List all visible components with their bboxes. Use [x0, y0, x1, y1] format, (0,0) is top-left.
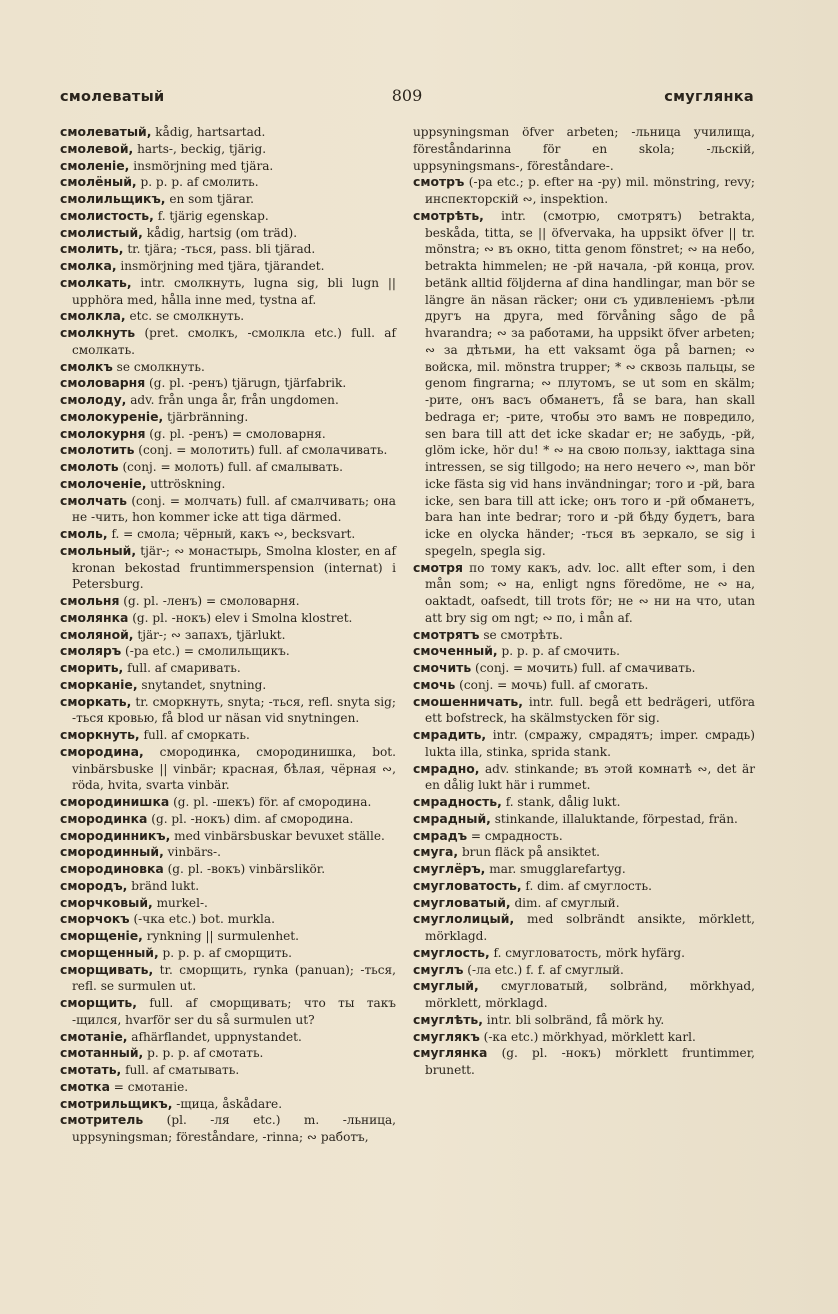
entry-headword: смолкать, [60, 274, 132, 290]
entry-headword: смоченный, [413, 643, 498, 659]
entry-definition: uttröskning. [146, 476, 226, 491]
dictionary-entry [60, 476, 396, 493]
entry-headword: смотритель [60, 1112, 144, 1128]
entry-definition: (conj. = мочь) full. af смогать. [455, 677, 649, 692]
entry-headword: смугловатость, [413, 877, 522, 893]
entry-definition: (g. pl. -нокъ) dim. af смородина. [147, 811, 354, 826]
dictionary-entry [413, 895, 755, 912]
entry-definition: brun fläck på ansiktet. [458, 845, 601, 860]
entry-headword: сморщивать, [60, 961, 154, 977]
entry-headword: сморкнуть, [60, 727, 140, 742]
entry-definition: tjär-; ∾ запахъ, tjärlukt. [133, 627, 286, 642]
entry-definition: se смотрѣть. [479, 627, 563, 642]
entry-headword: сморкать, [60, 693, 132, 709]
entry-definition: vinbärs-. [163, 845, 221, 860]
dictionary-entry [60, 459, 396, 476]
entry-headword: смолильщикъ, [60, 191, 166, 206]
dictionary-entry [60, 325, 396, 359]
entry-definition: (g. pl. -нокъ) elev i Smolna klostret. [128, 610, 353, 625]
dictionary-entry [413, 811, 755, 828]
entry-headword: смошенничать, [413, 693, 523, 709]
entry-headword: смотрѣть, [413, 207, 484, 223]
dictionary-entry [413, 694, 755, 728]
entry-headword: смородъ, [60, 877, 128, 893]
entry-headword: смородинка [60, 810, 148, 826]
entry-headword: смородинный, [60, 844, 164, 860]
entry-definition: (g. pl. -шекъ) för. af смородина. [169, 795, 372, 809]
entry-definition: смородинка, смородинишка, bot. vinbärsbuske || vinbär; красная, бѣлая, чёрная ∾, röda, hvita, svarta vinbär. [72, 744, 396, 793]
entry-headword: сморчокъ [60, 911, 130, 927]
entry-headword: смоленіе, [60, 157, 130, 173]
entry-headword: смрадный, [413, 810, 491, 826]
entry-definition: harts-, beckig, tjärig. [133, 141, 267, 156]
entry-definition: kådig, hartsig (om träd). [142, 225, 298, 240]
entry-definition: (g. pl. -вокъ) vinbärslikör. [163, 862, 326, 876]
dictionary-entry [60, 844, 396, 861]
dictionary-entry [60, 677, 396, 694]
dictionary-entry [413, 761, 755, 795]
dictionary-entry [60, 995, 396, 1029]
entry-definition: (g. pl. -нокъ) mörklett fruntimmer, brunett. [425, 1046, 755, 1077]
entry-headword: смолка, [60, 258, 117, 273]
entry-definition: (g. pl. -ренъ) = смоловарня. [145, 426, 326, 441]
entry-headword: смоляной, [60, 626, 134, 642]
entry-definition: (conj. = молотить) full. af смолачивать. [134, 443, 388, 458]
dictionary-entry [413, 828, 755, 845]
dictionary-entry [413, 174, 755, 208]
dictionary-entry [60, 275, 396, 309]
dictionary-entry [60, 727, 396, 744]
entry-headword: смотръ [413, 174, 465, 190]
entry-headword: сморщенный, [60, 944, 159, 960]
dictionary-entry [60, 543, 396, 593]
dictionary-entry [60, 308, 396, 325]
page-header [60, 86, 754, 110]
dictionary-entry [413, 627, 755, 644]
dictionary-entry [60, 911, 396, 928]
entry-headword: смоль, [60, 526, 108, 541]
dictionary-entry [413, 1045, 755, 1079]
entry-definition: p. p. p. af смотать. [143, 1046, 264, 1061]
entry-definition: (pl. -ля etc.) m. -льница, uppsyningsman; föreståndare, -rinna; ∾ работъ, [72, 1113, 396, 1144]
entry-headword: смолить, [60, 241, 124, 257]
entry-definition: intr. (смражу, смрадятъ; imper. смрадь) lukta illa, stinka, sprida stank. [425, 728, 755, 759]
entry-headword: смольня [60, 593, 120, 608]
entry-headword: сморщить, [60, 995, 137, 1010]
dictionary-entry [413, 727, 755, 761]
entry-definition: p. p. p. af смолить. [136, 175, 259, 190]
dictionary-entry [60, 878, 396, 895]
dictionary-entry [60, 828, 396, 845]
entry-headword: смуглякъ [413, 1028, 480, 1044]
entry-headword: смотрильщикъ, [60, 1095, 173, 1111]
entry-headword: смуглёръ, [413, 861, 486, 876]
entry-definition: se смолкнуть. [112, 359, 205, 374]
entry-definition: = смрадность. [467, 828, 563, 843]
entry-definition: en som tjärar. [165, 192, 255, 206]
entry-definition: kådig, hartsartad. [151, 125, 266, 139]
dictionary-entry [60, 1079, 396, 1096]
dictionary-entry [413, 677, 755, 694]
entry-definition: insmörjning med tjära, tjärandet. [116, 259, 325, 273]
entry-definition: (-чка etc.) bot. murkla. [129, 912, 275, 927]
entry-headword: смолистость, [60, 207, 154, 223]
dictionary-entry [60, 811, 396, 828]
entry-definition: murkel-. [152, 895, 208, 910]
left-column [60, 124, 396, 1146]
entry-headword: смолёный, [60, 174, 137, 190]
dictionary-entry [60, 526, 396, 543]
entry-definition: snytandet, snytning. [137, 677, 267, 692]
entry-definition: stinkande, illaluktande, förpestad, frän. [490, 811, 738, 826]
entry-definition: (-ла etc.) f. f. af смуглый. [463, 962, 624, 977]
entry-definition: rynkning || surmulenhet. [142, 929, 299, 943]
entry-definition: tjär-; ∾ монастырь, Smolna kloster, en af kronan bekostad fruntimmerspension (internat) i Petersburg. [72, 543, 396, 592]
dictionary-entry [60, 208, 396, 225]
entry-definition: afhärflandet, uppnystandet. [127, 1029, 302, 1044]
entry-definition: p. p. p. af сморщить. [158, 945, 292, 960]
dictionary-entry [60, 258, 396, 275]
entry-definition: f. stank, dålig lukt. [501, 795, 621, 809]
dictionary-entry [60, 1029, 396, 1046]
entry-headword: смолкъ [60, 358, 113, 374]
entry-definition: bränd lukt. [127, 878, 200, 893]
dictionary-entry [413, 660, 755, 677]
dictionary-entry [60, 1096, 396, 1113]
dictionary-entry [413, 560, 755, 627]
entry-definition: f. = смола; чёрный, какъ ∾, becksvart. [107, 527, 356, 541]
dictionary-entry [60, 158, 396, 175]
dictionary-entry [413, 208, 755, 560]
entry-definition: med solbrändt ansikte, mörklett, mörklagd. [425, 912, 755, 943]
entry-definition: full. af сморкать. [139, 728, 250, 742]
dictionary-entry [60, 191, 396, 208]
entry-definition: p. p. p. af смочить. [497, 644, 620, 659]
entry-definition: = смотаніе. [109, 1079, 189, 1094]
entry-headword: смуглѣть, [413, 1011, 483, 1027]
dictionary-entry [60, 1062, 396, 1079]
entry-headword: смолчать [60, 492, 127, 508]
dictionary-entry [60, 225, 396, 242]
entry-headword: смотря [413, 559, 463, 575]
entry-definition: tr. tjära; -ться, pass. bli tjärad. [123, 242, 316, 257]
dictionary-entry [60, 442, 396, 459]
entry-headword: смолянка [60, 609, 129, 625]
entry-headword: сморить, [60, 660, 124, 675]
entry-definition: f. tjärig egenskap. [153, 208, 269, 223]
dictionary-entry [60, 409, 396, 426]
dictionary-entry [60, 124, 396, 141]
entry-headword: смолистый, [60, 224, 143, 240]
entry-definition: (-ра etc.; p. efter на -ру) mil. mönstring, revy; инспекторскій ∾, inspektion. [425, 175, 755, 206]
entry-definition: (g. pl. -ленъ) = смоловарня. [119, 594, 300, 608]
dictionary-entry [60, 241, 396, 258]
entry-headword: смолоченіе, [60, 475, 147, 491]
entry-headword: смородиновка [60, 861, 164, 876]
entry-headword: смородинникъ, [60, 827, 171, 843]
entry-headword: сморщеніе, [60, 928, 143, 943]
entry-headword: смрадно, [413, 760, 480, 776]
dictionary-entry [60, 493, 396, 527]
dictionary-entry [413, 962, 755, 979]
entry-headword: смрадность, [413, 794, 502, 809]
dictionary-entry [60, 744, 396, 794]
dictionary-entry [413, 794, 755, 811]
entry-definition: (pret. смолкъ, -смолкла etc.) full. af смолкать. [72, 326, 396, 357]
entry-definition: (g. pl. -ренъ) tjärugn, tjärfabrik. [145, 376, 347, 391]
entry-definition: uppsyningsman öfver arbeten; -льница училища, föreståndarinna för en skola; -льскій, uppsyningsmans-, föreståndare-. [413, 125, 755, 173]
dictionary-entry [413, 844, 755, 861]
entry-definition: tr. сморкнуть, snyta; -ться, refl. snyta sig; -ться кровью, få blod ur näsan vid snytningen. [72, 694, 396, 726]
dictionary-entry [60, 643, 396, 660]
entry-definition: по тому какъ, adv. loc. allt efter som, i den mån som; ∾ на, enligt ngns föredöme, не ∾ на, oaktadt, oafsedt, till trots för; не ∾ ни на что, utan att bry sig om ngt; ∾ по, i mån af. [425, 560, 755, 625]
dictionary-entry [60, 1112, 396, 1146]
entry-headword: смугловатый, [413, 894, 511, 910]
entry-headword: смолоть [60, 459, 119, 474]
entry-headword: смуглъ [413, 961, 464, 977]
dictionary-entry [60, 174, 396, 191]
entry-headword: смородинишка [60, 794, 170, 809]
entry-definition: adv. stinkande; въ этой комнатѣ ∾, det är en dålig lukt här i rummet. [425, 761, 755, 793]
entry-definition: -щица, åskådare. [172, 1096, 283, 1111]
entry-definition: f. смугловатость, mörk hyfärg. [489, 945, 685, 960]
dictionary-entry [413, 643, 755, 660]
dictionary-entry [60, 392, 396, 409]
dictionary-entry [60, 962, 396, 996]
entry-headword: смолкла, [60, 308, 126, 324]
entry-definition: f. dim. af смуглость. [521, 878, 652, 893]
entry-headword: смолотить [60, 442, 135, 458]
entry-headword: смотрятъ [413, 626, 480, 642]
dictionary-entry [60, 794, 396, 811]
entry-definition: intr. full. begå ett bedrägeri, utföra ett bofstreck, ha skälmstycken för sig. [425, 694, 755, 726]
entry-definition: full. af сморщивать; что ты такъ -щился, hvarför ser du så surmulen ut? [72, 996, 396, 1027]
dictionary-entry [60, 141, 396, 158]
dictionary-entry [413, 124, 755, 174]
page-number: 809 [391, 86, 423, 105]
entry-definition: (conj. = молчать) full. af смалчивать; она не -чить, hon kommer icke att tiga därmed. [72, 493, 396, 525]
dictionary-entry [60, 861, 396, 878]
entry-definition: full. af смаривать. [123, 661, 241, 675]
entry-headword: смолкнуть [60, 325, 136, 340]
entry-definition: med vinbärsbuskar bevuxet ställe. [170, 828, 385, 843]
entry-definition: смугловатый, solbränd, mörkhyad, mörklett, mörklagd. [425, 979, 755, 1010]
entry-headword: сморчковый, [60, 894, 153, 910]
dictionary-entry [60, 1045, 396, 1062]
entry-headword: смотать, [60, 1062, 122, 1077]
dictionary-entry [60, 945, 396, 962]
entry-headword: смородина, [60, 743, 144, 759]
dictionary-entry [60, 593, 396, 610]
left-guide-word: смолеватый [60, 89, 165, 105]
dictionary-entry [60, 359, 396, 376]
right-column [413, 124, 755, 1079]
entry-headword: смотка [60, 1078, 110, 1094]
entry-definition: insmörjning med tjära. [129, 158, 274, 173]
dictionary-entry [60, 694, 396, 728]
entry-headword: смолокурня [60, 425, 146, 441]
dictionary-entry [60, 895, 396, 912]
dictionary-entry [60, 426, 396, 443]
entry-headword: смочь [413, 676, 456, 692]
entry-definition: intr. (смотрю, смотрятъ) betrakta, beskåda, titta, se || öfvervaka, ha uppsikt öfver || tr. mönstra; ∾ въ окно, titta genom fönstret; ∾ на небо, betrakta himmelen; не -рй начала, -рй конца, prov. betänk alltid följderna af dina handlingar, man bör se längre än näsan räcker; они съ удивленіемъ -рѣли другъ на друга, med förvåning sågo de på hvarandra; ∾ за работами, ha uppsikt öfver arbeten; ∾ за дѣтьми, ha ett vaksamt öga på barnen; ∾ войска, mil. mönstra trupper; * ∾ сквозь пальцы, se genom fingrarna; ∾ плутомъ, se ut som en skälm; -рите, онъ васъ обманетъ, få se bara, han skall bedraga er; -рите, чтобы это вамъ не повредило, sen bara till att det icke skadar er; не забудь, -рй, glöm icke, hör du! * ∾ на свою пользу, iakttaga sina intressen, se sig tillgodo; на него нечего ∾, man bör icke fästa sig vid hans invändningar; того и -рй, bara icke, sen bara till att icke; онъ того и -рй обманетъ, bara han inte bedrar; того и -рй бѣду будетъ, bara icke en olycka händer; -ться въ зеркало, se sig i spegeln, spegla sig. [425, 208, 755, 558]
entry-definition: dim. af смуглый. [510, 895, 620, 910]
entry-headword: смрадъ [413, 827, 468, 843]
dictionary-entry [60, 660, 396, 677]
entry-headword: смолевой, [60, 140, 134, 156]
entry-definition: (-ка etc.) mörkhyad, mörklett karl. [479, 1029, 696, 1044]
entry-definition: (-ра etc.) = смолильщикъ. [121, 644, 290, 659]
entry-definition: intr. смолкнуть, lugna sig, bli lugn || upphöra med, hålla inne med, tystna af. [72, 275, 396, 307]
dictionary-entry [413, 1029, 755, 1046]
entry-definition: adv. från unga år, från ungdomen. [126, 393, 339, 407]
dictionary-entry [413, 978, 755, 1012]
entry-headword: смотаніе, [60, 1028, 128, 1044]
entry-headword: смочить [413, 660, 472, 675]
entry-definition: tr. сморщить, rynka (panuan); -ться, refl. se surmulen ut. [72, 962, 396, 994]
entry-headword: смуглянка [413, 1045, 488, 1061]
entry-headword: смольный, [60, 542, 137, 558]
entry-headword: смолокуреніе, [60, 408, 164, 424]
dictionary-entry [413, 861, 755, 878]
dictionary-entry [60, 375, 396, 392]
entry-headword: смуглость, [413, 944, 490, 960]
dictionary-entry [413, 945, 755, 962]
entry-headword: смолоду, [60, 392, 127, 407]
entry-headword: смрадить, [413, 727, 487, 742]
dictionary-entry [60, 610, 396, 627]
dictionary-entry [413, 1012, 755, 1029]
dictionary-entry [413, 878, 755, 895]
entry-definition: (conj. = молоть) full. af смалывать. [118, 460, 343, 474]
entry-definition: mar. smugglarefartyg. [485, 862, 626, 876]
dictionary-entry [60, 627, 396, 644]
entry-headword: смуга, [413, 844, 459, 860]
entry-definition: intr. bli solbränd, få mörk hy. [482, 1012, 665, 1027]
entry-definition: tjärbränning. [163, 409, 249, 424]
entry-headword: смуглый, [413, 978, 479, 994]
entry-definition: (conj. = мочить) full. af смачивать. [471, 661, 696, 675]
dictionary-entry [60, 928, 396, 945]
entry-definition: etc. se смолкнуть. [125, 309, 245, 324]
entry-definition: full. af сматывать. [121, 1063, 240, 1077]
dictionary-entry [413, 911, 755, 945]
entry-headword: сморканіе, [60, 676, 138, 692]
entry-headword: смолеватый, [60, 124, 152, 139]
right-guide-word: смуглянка [664, 89, 754, 105]
entry-headword: смоловарня [60, 375, 146, 391]
entry-headword: смотанный, [60, 1045, 144, 1061]
entry-headword: смоляръ [60, 643, 122, 659]
entry-headword: смуглолицый, [413, 911, 515, 927]
